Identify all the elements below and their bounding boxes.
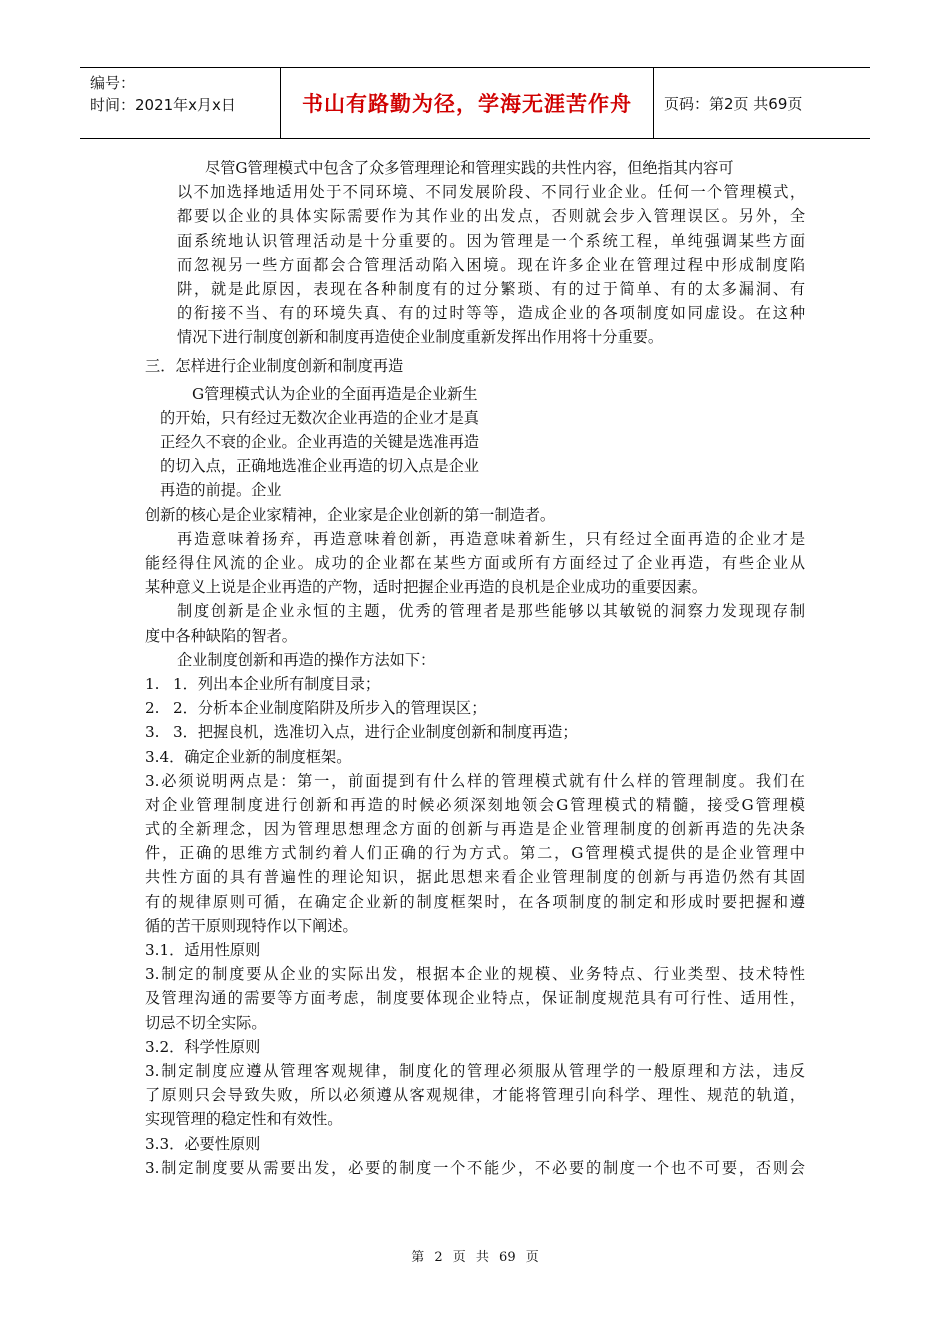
text-line: 的开始，只有经过无数次企业再造的企业才是真 bbox=[160, 408, 479, 427]
text-line: 创新的核心是企业家精神，企业家是企业创新的第一制造者。 bbox=[145, 505, 556, 524]
text-line: 3.必须说明两点是：第一，前面提到有什么样的管理模式就有什么样的管理制度。我们在 bbox=[145, 771, 805, 790]
text-line: 件，正确的思维方式制约着人们正确的行为方式。第二，G管理模式提供的是企业管理中 bbox=[145, 844, 805, 863]
list-item bbox=[145, 696, 805, 720]
motto: 书山有路勤为径，学海无涯苦作舟 bbox=[302, 92, 632, 116]
text-line: G管理模式认为企业的全面再造是企业新生 bbox=[192, 384, 478, 403]
paragraph-2 bbox=[145, 527, 805, 600]
subsection-heading: 3.3．必要性原则 bbox=[145, 1134, 261, 1153]
text-line: 再造的前提。企业 bbox=[160, 481, 282, 500]
list-item: 3.4．确定企业新的制度框架。 bbox=[145, 747, 352, 766]
text-line: 循的苦干原则现特作以下阐述。 bbox=[145, 916, 358, 935]
method-list bbox=[145, 672, 805, 745]
section-heading: 三．怎样进行企业制度创新和制度再造 bbox=[145, 356, 404, 375]
text-line: 实现管理的稳定性和有效性。 bbox=[145, 1110, 343, 1129]
text-line: 式的全新理念，因为管理思想理念方面的创新与再造是企业管理制度的创新再造的先决条 bbox=[145, 820, 805, 839]
footer-page-number: 第 2 页 共 69 页 bbox=[411, 1250, 539, 1265]
text-line: 对企业管理制度进行创新和再造的时候必须深刻地领会G管理模式的精髓，接受G管理模 bbox=[145, 795, 805, 814]
column-paragraph bbox=[145, 382, 805, 503]
text-line: 的切入点，正确地选准企业再造的切入点是企业 bbox=[160, 457, 479, 476]
text-line: 都要以企业的具体实际需要作为其作业的出发点，否则就会步入管理误区。另外，全 bbox=[177, 207, 805, 226]
time-label: 时间：2021年x月x日 bbox=[90, 96, 236, 114]
text-line: 正经久不衰的企业。企业再造的关键是选准再造 bbox=[160, 433, 479, 452]
text-line: 而忽视另一些方面都会合管理活动陷入困境。现在许多企业在管理过程中形成制度陷 bbox=[177, 255, 805, 274]
text-line: 的衔接不当、有的环境失真、有的过时等等，造成企业的各项制度如同虚设。在这种 bbox=[177, 304, 805, 323]
text-line: 情况下进行制度创新和制度再造使企业制度重新发挥出作用将十分重要。 bbox=[177, 328, 663, 347]
subsection-3-1-text bbox=[145, 962, 805, 1035]
list-number: 1. bbox=[145, 674, 160, 693]
text-line: 3.制定制度应遵从管理客观规律，制度化的管理必须服从管理学的一般原理和方法，违反 bbox=[145, 1061, 805, 1080]
text-line: 共性方面的具有普遍性的理论知识，据此思想来看企业管理制度的创新与再造仍然有其固 bbox=[145, 868, 805, 887]
subsection-heading: 3.2．科学性原则 bbox=[145, 1037, 261, 1056]
text-line: 企业制度创新和再造的操作方法如下： bbox=[177, 650, 436, 669]
list-item bbox=[145, 720, 805, 744]
page-header bbox=[80, 67, 870, 139]
header-page-info bbox=[654, 68, 870, 138]
list-item bbox=[145, 672, 805, 696]
subsection-3-2-text bbox=[145, 1059, 805, 1132]
text-line: 及管理沟通的需要等方面考虑，制度要体现企业特点，保证制度规范具有可行性、适用性， bbox=[145, 989, 805, 1008]
header-meta bbox=[80, 68, 280, 138]
paragraph-5 bbox=[145, 769, 805, 938]
list-text: 2．分析本企业制度陷阱及所步入的管理误区； bbox=[173, 699, 487, 718]
text-line: 能经得住风流的企业。成功的企业都在某些方面或所有方面经过了企业再造，有些企业从 bbox=[145, 554, 805, 572]
text-line: 3.制定制度要从需要出发，必要的制度一个不能少，不必要的制度一个也不可要，否则会 bbox=[145, 1158, 805, 1177]
subsection-heading: 3.1．适用性原则 bbox=[145, 941, 261, 959]
text-line: 度中各种缺陷的智者。 bbox=[145, 626, 297, 645]
text-line: 有的规律原则可循，在确定企业新的制度框架时，在各项制度的制定和形成时要把握和遵 bbox=[145, 892, 805, 911]
page-footer bbox=[0, 1246, 950, 1265]
text-line: 某种意义上说是企业再造的产物，适时把握企业再造的良机是企业成功的重要因素。 bbox=[145, 578, 707, 597]
header-motto-cell bbox=[280, 68, 654, 138]
text-line: 尽管G管理模式中包含了众多管理理论和管理实践的共性内容，但绝指其内容可 bbox=[205, 159, 734, 177]
list-text: 3．把握良机，选准切入点，进行企业制度创新和制度再造； bbox=[173, 723, 578, 742]
document-body bbox=[145, 156, 805, 1180]
text-line: 阱，就是此原因，表现在各种制度有的过分繁琐、有的过于简单、有的太多漏洞、有 bbox=[177, 279, 805, 298]
paragraph-3 bbox=[145, 599, 805, 647]
paragraph-1 bbox=[145, 156, 805, 350]
text-line: 切忌不切全实际。 bbox=[145, 1013, 267, 1032]
subsection-3-3-text bbox=[145, 1156, 805, 1180]
text-line: 再造意味着扬弃，再造意味着创新，再造意味着新生，只有经过全面再造的企业才是 bbox=[177, 529, 805, 548]
text-line: 以不加选择地适用处于不同环境、不同发展阶段、不同行业企业。任何一个管理模式， bbox=[177, 183, 805, 202]
text-line: 3.制定的制度要从企业的实际出发，根据本企业的规模、业务特点、行业类型、技术特性 bbox=[145, 965, 805, 984]
text-line: 了原则只会导致失败，所以必须遵从客观规律，才能将管理引向科学、理性、规范的轨道， bbox=[145, 1086, 805, 1105]
text-line: 面系统地认识管理活动是十分重要的。因为管理是一个系统工程，单纯强调某些方面 bbox=[177, 231, 805, 250]
number-label: 编号： bbox=[90, 74, 136, 92]
list-text: 1．列出本企业所有制度目录； bbox=[173, 674, 381, 693]
list-number: 2. bbox=[145, 699, 160, 718]
text-line: 制度创新是企业永恒的主题，优秀的管理者是那些能够以其敏锐的洞察力发现现存制 bbox=[177, 602, 805, 621]
list-number: 3. bbox=[145, 723, 160, 742]
page-info: 页码：第2页 共69页 bbox=[664, 94, 803, 113]
